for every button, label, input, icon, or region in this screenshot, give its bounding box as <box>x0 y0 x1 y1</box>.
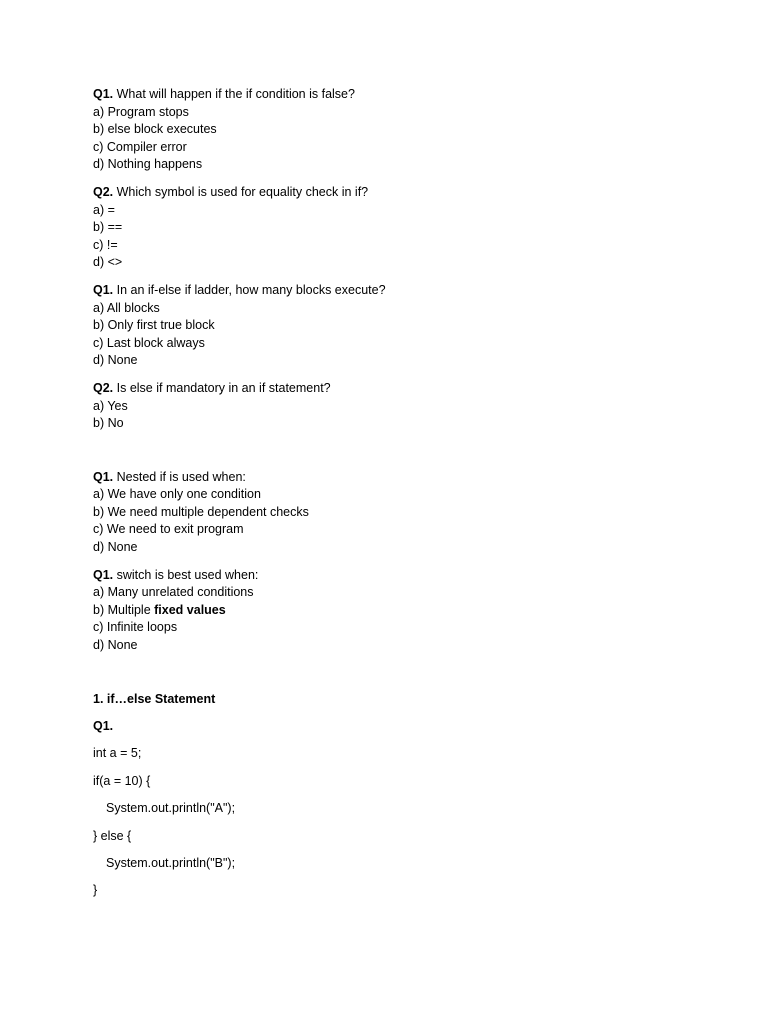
question-text: switch is best used when: <box>113 567 259 582</box>
question-block <box>93 469 713 557</box>
option-b-text: b) Multiple <box>93 602 155 617</box>
code-line: } <box>93 883 98 898</box>
question-number: Q1. <box>93 87 114 101</box>
option-b: b) No <box>93 416 124 431</box>
question-text: Is else if mandatory in an if statement? <box>113 380 331 395</box>
question-text: Which symbol is used for equality check in if? <box>113 184 369 199</box>
question-line <box>93 567 713 585</box>
question-line <box>93 282 713 300</box>
option-d: d) None <box>93 540 138 555</box>
option-a: a) Program stops <box>93 104 189 119</box>
option-c: c) != <box>93 237 118 252</box>
code-line: System.out.println("B"); <box>106 855 236 870</box>
option-a: a) Yes <box>93 398 128 413</box>
code-question-label: Q1. <box>93 719 114 734</box>
spacer <box>93 443 713 469</box>
option-c: c) We need to exit program <box>93 522 244 537</box>
option-d: d) <> <box>93 255 123 270</box>
option-d: d) None <box>93 638 138 653</box>
document-page <box>93 86 713 910</box>
question-line <box>93 380 713 398</box>
option-d: d) Nothing happens <box>93 157 203 172</box>
option-c: c) Last block always <box>93 335 205 350</box>
section-heading: 1. if…else Statement <box>93 691 216 706</box>
option-a: a) All blocks <box>93 300 160 315</box>
question-line <box>93 469 713 487</box>
option-b-bold-text: fixed values <box>154 602 226 617</box>
question-line <box>93 184 713 202</box>
question-block <box>93 567 713 655</box>
question-number: Q2. <box>93 184 114 199</box>
code-line: } else { <box>93 828 132 843</box>
option-b: b) Only first true block <box>93 318 215 333</box>
question-text: In an if-else if ladder, how many blocks execute? <box>113 282 386 297</box>
question-number: Q1. <box>93 469 114 484</box>
question-block <box>93 184 713 272</box>
code-line: System.out.println("A"); <box>106 801 236 816</box>
option-c: c) Infinite loops <box>93 620 178 635</box>
question-number: Q1. <box>93 567 114 582</box>
question-text: What will happen if the if condition is false? <box>113 87 355 101</box>
option-b: b) else block executes <box>93 122 217 137</box>
question-line <box>93 86 713 104</box>
question-text: Nested if is used when: <box>113 469 246 484</box>
option-b: b) == <box>93 220 123 235</box>
question-block <box>93 380 713 433</box>
option-c: c) Compiler error <box>93 139 187 154</box>
question-block <box>93 86 713 174</box>
question-block <box>93 282 713 370</box>
code-line: if(a = 10) { <box>93 773 151 788</box>
question-number: Q2. <box>93 380 114 395</box>
code-line: int a = 5; <box>93 746 142 761</box>
spacer <box>93 665 713 691</box>
option-b <box>93 602 713 620</box>
option-b: b) We need multiple dependent checks <box>93 504 309 519</box>
option-a: a) We have only one condition <box>93 487 261 502</box>
option-d: d) None <box>93 353 138 368</box>
option-a: a) = <box>93 202 115 217</box>
option-a: a) Many unrelated conditions <box>93 585 254 600</box>
code-section <box>93 691 713 900</box>
question-number: Q1. <box>93 282 114 297</box>
